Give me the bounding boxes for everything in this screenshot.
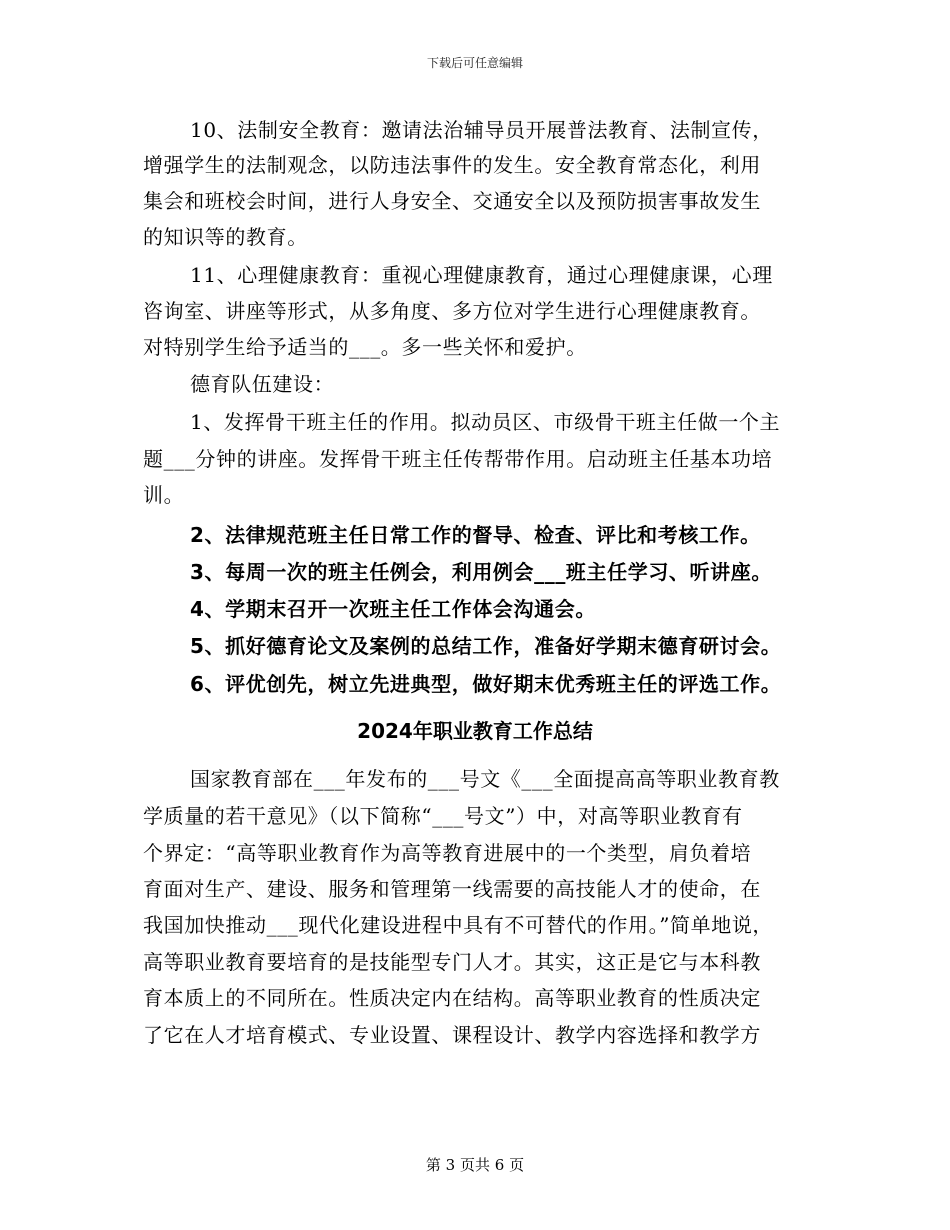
list-item: 5、抓好德育论文及案例的总结工作，准备好学期末德育研讨会。 (190, 634, 782, 658)
paragraph-line: 个界定：“高等职业教育作为高等教育进展中的一个类型，肩负着培 (143, 841, 752, 865)
paragraph-line: 育本质上的不同所在。性质决定内在结构。高等职业教育的性质决定 (143, 986, 761, 1010)
paragraph-line: 学质量的若干意见》（以下简称“___号文”）中，对高等职业教育有 (143, 804, 743, 828)
paragraph-line: 题___分钟的讲座。发挥骨干班主任传帮带作用。启动班主任基本功培 (143, 447, 773, 471)
list-item: 4、学期末召开一次班主任工作体会沟通会。 (190, 597, 596, 621)
paragraph-line: 德育队伍建设： (190, 372, 335, 396)
paragraph-line: 1、发挥骨干班主任的作用。拟动员区、市级骨干班主任做一个主 (190, 410, 781, 434)
paragraph-line: 我国加快推动___现代化建设进程中具有不可替代的作用。”简单地说， (143, 913, 774, 937)
paragraph-line: 对特别学生给予适当的___。多一些关怀和爱护。 (143, 335, 587, 359)
paragraph-line: 育面对生产、建设、服务和管理第一线需要的高技能人才的使命，在 (143, 877, 761, 901)
list-item: 2、法律规范班主任日常工作的督导、检查、评比和考核工作。 (190, 523, 761, 547)
paragraph-line: 增强学生的法制观念，以防违法事件的发生。安全教育常态化，利用 (143, 153, 761, 177)
page-number: 第 3 页共 6 页 (425, 1156, 525, 1174)
paragraph-line: 高等职业教育要培育的是技能型专门人才。其实，这正是它与本科教 (143, 950, 761, 974)
paragraph-line: 集会和班校会时间，进行人身安全、交通安全以及预防损害事故发生 (143, 189, 761, 213)
page-header: 下载后可任意编辑 (426, 56, 523, 70)
paragraph-line: 的知识等的教育。 (143, 225, 308, 249)
paragraph-line: 咨询室、讲座等形式，从多角度、多方位对学生进行心理健康教育。 (143, 299, 761, 323)
list-item: 3、每周一次的班主任例会，利用例会___班主任学习、听讲座。 (190, 560, 772, 584)
section-title: 2024年职业教育工作总结 (357, 719, 593, 743)
paragraph-line: 国家教育部在___年发布的___号文《___全面提高高等职业教育教 (190, 767, 780, 791)
paragraph-line: 11、心理健康教育：重视心理健康教育，通过心理健康课，心理 (190, 263, 773, 287)
paragraph-line: 10、法制安全教育：邀请法治辅导员开展普法教育、法制宣传， (190, 118, 773, 142)
paragraph-line: 训。 (143, 483, 185, 507)
paragraph-line: 了它在人才培育模式、专业设置、课程设计、教学内容选择和教学方 (143, 1023, 761, 1047)
list-item: 6、评优创先，树立先进典型，做好期末优秀班主任的评选工作。 (190, 672, 782, 696)
